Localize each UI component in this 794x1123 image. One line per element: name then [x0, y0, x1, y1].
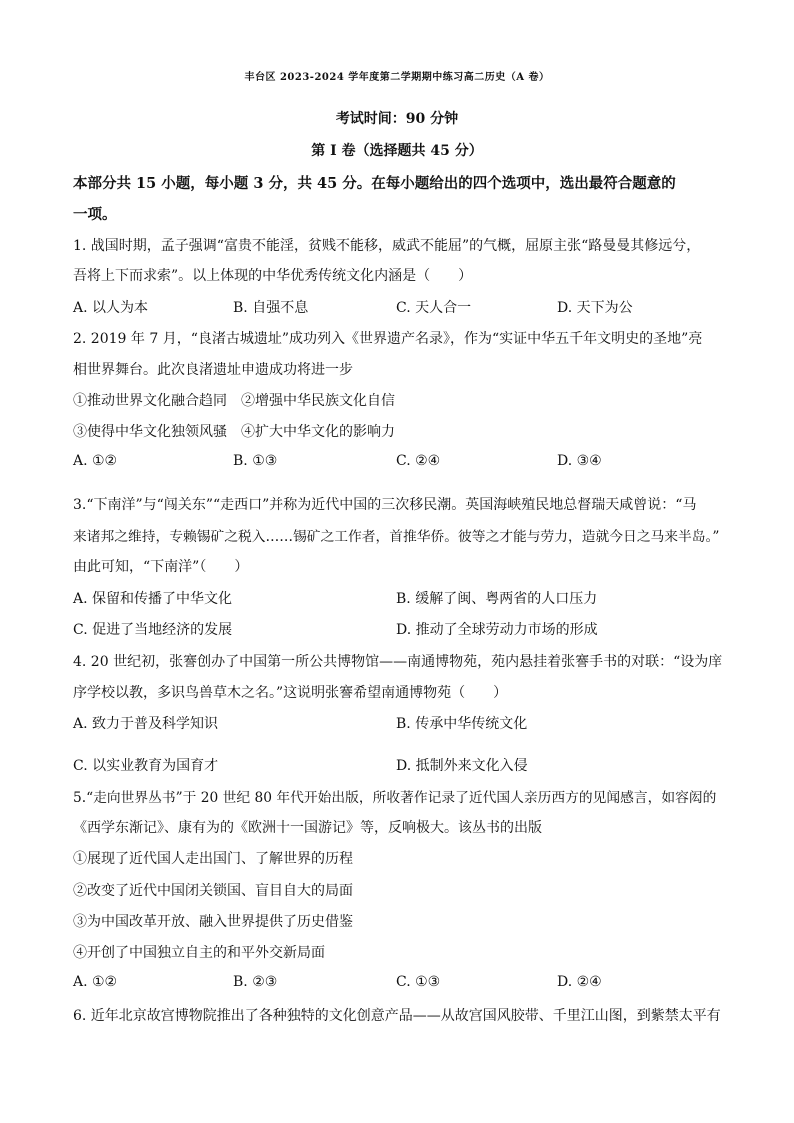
q5-statement-3: ③为中国改革开放、融入世界提供了历史借鉴	[73, 914, 353, 930]
q3-option-b: B. 缓解了闽、粤两省的人口压力	[396, 591, 598, 607]
q5-statement-4: ④开创了中国独立自主的和平外交新局面	[73, 945, 325, 961]
q5-statement-1: ①展现了近代国人走出国门、了解世界的历程	[73, 851, 353, 867]
q3-stem-line-1: 3.“下南洋”与“闯关东”“走西口”并称为近代中国的三次移民潮。英国海峡殖民地总督瑞天咸曾说：“马	[73, 497, 697, 513]
q5-stem-line-1: 5.“走向世界丛书”于 20 世纪 80 年代开始出版，所收著作记录了近代国人亲历西方的见闻感言，如容闳的	[73, 790, 717, 806]
q4-stem-line-1: 4. 20 世纪初，张謇创办了中国第一所公共博物馆——南通博物苑，苑内悬挂着张謇手书的对联：“设为庠	[73, 654, 723, 670]
q2-option-d: D. ③④	[557, 453, 602, 469]
q1-option-b: B. 自强不息	[233, 300, 309, 316]
q6-stem-line-1: 6. 近年北京故宫博物院推出了各种独特的文化创意产品——从故宫国风胶带、千里江山图，到紫禁太平有	[73, 1008, 721, 1024]
q1-stem-line-2: 吾将上下而求索”。以上体现的中华优秀传统文化内涵是（ ）	[73, 268, 473, 284]
q5-option-c: C. ①③	[396, 974, 441, 990]
q3-stem-line-3: 由此可知，“下南洋”（ ）	[73, 559, 249, 575]
q3-option-c: C. 促进了当地经济的发展	[73, 622, 233, 638]
q3-stem-line-2: 来诸邦之维持，专赖锡矿之税入……锡矿之工作者，首推华侨。彼等之才能与劳力，造就今日之马来半岛。”	[73, 529, 720, 545]
instructions-line-1: 本部分共 15 小题，每小题 3 分，共 45 分。在每小题给出的四个选项中，选出最符合题意的	[73, 175, 676, 192]
q3-option-a: A. 保留和传播了中华文化	[73, 591, 233, 607]
q5-stem-line-2: 《西学东渐记》、康有为的《欧洲十一国游记》等，反响极大。该丛书的出版	[73, 820, 542, 836]
q5-option-d: D. ②④	[557, 974, 602, 990]
q2-stem-line-1: 2. 2019 年 7 月，“良渚古城遗址”成功列入《世界遗产名录》，作为“实证中华五千年文明史的圣地”亮	[73, 331, 703, 347]
q3-option-d: D. 推动了全球劳动力市场的形成	[396, 622, 598, 638]
exam-time: 考试时间：90 分钟	[335, 111, 459, 127]
q2-option-b: B. ①③	[233, 453, 278, 469]
q2-option-a: A. ①②	[73, 453, 118, 469]
q1-option-a: A. 以人为本	[73, 300, 149, 316]
q5-option-a: A. ①②	[73, 974, 118, 990]
q2-stem-line-2: 相世界舞台。此次良渚遗址申遗成功将进一步	[73, 362, 353, 378]
section-heading: 第 I 卷（选择题共 45 分）	[311, 143, 483, 159]
q4-option-b: B. 传承中华传统文化	[396, 716, 528, 732]
q4-option-c: C. 以实业教育为国育才	[73, 758, 219, 774]
exam-title: 丰台区 2023-2024 学年度第二学期期中练习高二历史（A 卷）	[244, 72, 550, 83]
q1-option-d: D. 天下为公	[557, 300, 633, 316]
q1-option-c: C. 天人合一	[396, 300, 472, 316]
q5-option-b: B. ②③	[233, 974, 278, 990]
q2-statement-line-2: ③使得中华文化独领风骚 ④扩大中华文化的影响力	[73, 424, 395, 440]
q4-option-d: D. 抵制外来文化入侵	[396, 758, 528, 774]
q1-stem-line-1: 1. 战国时期，孟子强调“富贵不能淫，贫贱不能移，威武不能屈”的气概，屈原主张“路曼曼其修远兮，	[73, 238, 701, 254]
q2-option-c: C. ②④	[396, 453, 441, 469]
q2-statement-line-1: ①推动世界文化融合趋同 ②增强中华民族文化自信	[73, 393, 395, 409]
q4-option-a: A. 致力于普及科学知识	[73, 716, 219, 732]
q5-statement-2: ②改变了近代中国闭关锁国、盲目自大的局面	[73, 883, 353, 899]
instructions-line-2: 一项。	[73, 206, 117, 223]
q4-stem-line-2: 序学校以教，多识鸟兽草木之名。”这说明张謇希望南通博物苑（ ）	[73, 685, 508, 701]
